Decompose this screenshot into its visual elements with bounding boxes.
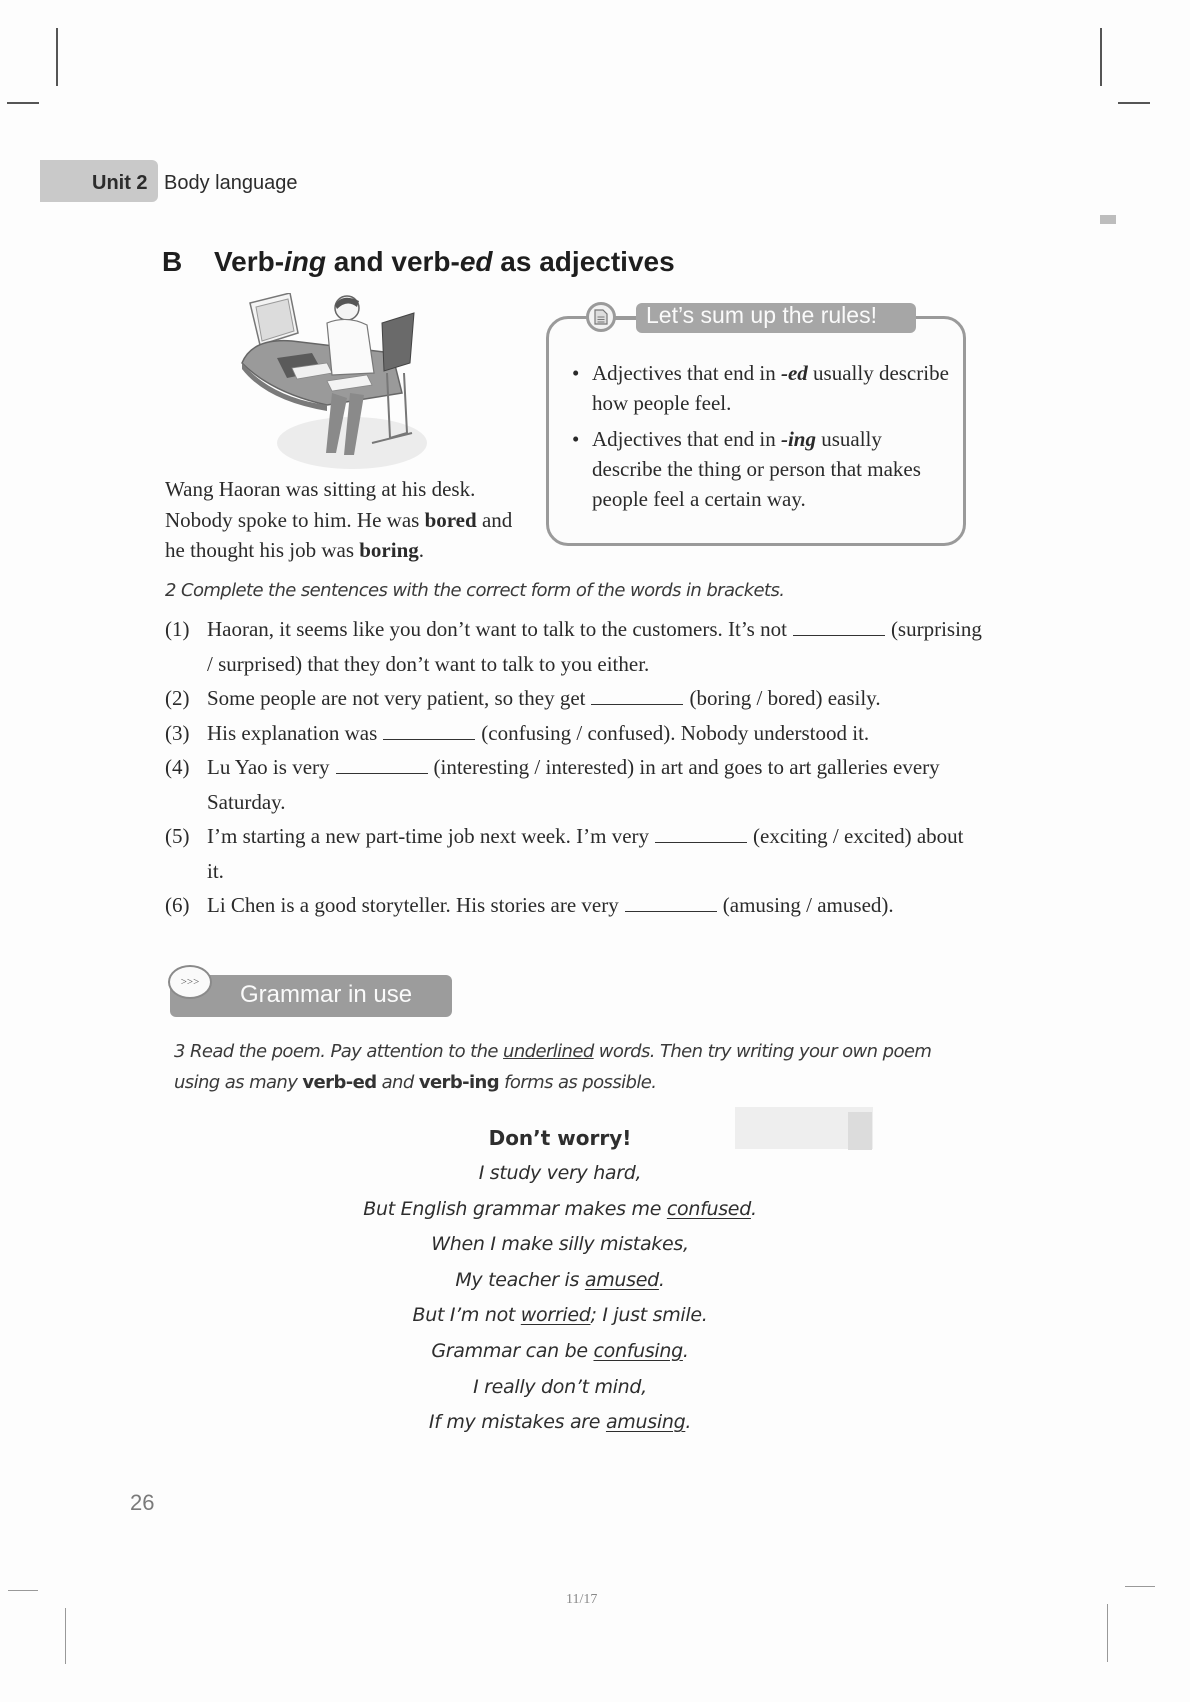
instruction-text: and bbox=[376, 1072, 419, 1093]
page-number: 26 bbox=[130, 1490, 155, 1515]
crop-mark bbox=[7, 102, 39, 104]
instruction-underlined: underlined bbox=[503, 1041, 594, 1062]
item-number: (1) bbox=[165, 617, 190, 641]
answer-blank[interactable] bbox=[383, 738, 475, 740]
rule-suffix: -ed bbox=[780, 361, 808, 385]
crop-mark bbox=[1100, 28, 1102, 86]
exercise-item bbox=[165, 750, 985, 819]
poem-line bbox=[260, 1192, 860, 1228]
answer-blank[interactable] bbox=[591, 703, 683, 705]
crop-mark bbox=[1118, 102, 1150, 104]
title-part: Verb- bbox=[214, 246, 285, 277]
poem-text: . bbox=[685, 1411, 692, 1434]
poem-text: When I make silly mistakes, bbox=[431, 1233, 689, 1256]
bullet-icon: • bbox=[572, 361, 580, 385]
rule-item bbox=[570, 424, 950, 514]
rule-text: Adjectives that end in bbox=[592, 427, 781, 451]
rule-text: Adjectives that end in bbox=[592, 361, 781, 385]
title-part-italic: ing bbox=[284, 246, 327, 277]
item-text: Li Chen is a good storyteller. His stories are very bbox=[207, 893, 619, 917]
poem-text: But I’m not bbox=[412, 1304, 521, 1327]
item-number: (3) bbox=[165, 720, 190, 745]
poem-line bbox=[260, 1370, 860, 1406]
item-text: Haoran, it seems like you don’t want to talk to the customers. It’s not bbox=[207, 617, 787, 641]
rules-connector bbox=[614, 317, 638, 320]
crop-mark bbox=[8, 1590, 38, 1591]
poem-text: . bbox=[750, 1197, 757, 1220]
poem-text: I really don’t mind, bbox=[473, 1375, 647, 1398]
exercise-item bbox=[165, 819, 985, 888]
speech-bubble-icon: >>> bbox=[168, 965, 212, 999]
poem-text: . bbox=[682, 1339, 689, 1362]
unit-label: Unit 2 bbox=[92, 172, 148, 194]
poem-line bbox=[260, 1334, 860, 1370]
item-text: His explanation was bbox=[207, 720, 378, 745]
poem-text: My teacher is bbox=[455, 1268, 585, 1291]
poem-underlined-word: worried bbox=[520, 1304, 591, 1327]
poem-underlined-word: confused bbox=[666, 1197, 751, 1220]
poem-text: . bbox=[658, 1268, 665, 1291]
item-text: I’m starting a new part-time job next week. I’m very bbox=[207, 824, 650, 848]
caption-text: and he thought his job was bbox=[165, 507, 513, 562]
poem-underlined-word: amused bbox=[584, 1268, 659, 1291]
poem-underlined-word: confusing bbox=[593, 1339, 683, 1362]
item-text: (surprising / surprised) that they don’t want to talk to you either. bbox=[207, 617, 982, 676]
poem-text: Grammar can be bbox=[431, 1339, 594, 1362]
exercise-item bbox=[165, 888, 985, 923]
item-number: (2) bbox=[165, 686, 190, 710]
crop-mark bbox=[1125, 1586, 1155, 1587]
item-text: (confusing / confused). Nobody understood it. bbox=[481, 720, 870, 745]
caption-bold-word: bored bbox=[424, 507, 477, 532]
caption-text: . bbox=[418, 538, 425, 562]
crop-mark bbox=[56, 28, 58, 86]
poem-line bbox=[260, 1263, 860, 1299]
item-number: (5) bbox=[165, 824, 190, 848]
item-text: Lu Yao is very bbox=[207, 755, 330, 779]
exercise-item bbox=[165, 681, 985, 716]
caption-text: Wang Haoran was sitting at his desk. Nobody spoke to him. He was bbox=[165, 477, 476, 532]
answer-blank[interactable] bbox=[336, 772, 428, 774]
poem bbox=[260, 1120, 860, 1441]
crop-mark bbox=[65, 1608, 66, 1664]
instruction-text: words. Then try writing your own poem using as many bbox=[174, 1041, 932, 1093]
poem-text: But English grammar makes me bbox=[363, 1197, 667, 1220]
poem-line bbox=[260, 1156, 860, 1192]
rule-text: usually describe how people feel. bbox=[592, 361, 949, 415]
section-title bbox=[214, 246, 675, 278]
pdf-page-indicator: 11/17 bbox=[566, 1592, 598, 1607]
item-text: Some people are not very patient, so they get bbox=[207, 686, 586, 710]
instruction-bold: verb-ed bbox=[302, 1072, 377, 1093]
answer-blank[interactable] bbox=[625, 910, 717, 912]
rule-item bbox=[570, 358, 950, 418]
item-text: (exciting / excited) about it. bbox=[207, 824, 964, 883]
poem-title: Don’t worry! bbox=[488, 1126, 632, 1150]
item-text: (boring / bored) easily. bbox=[689, 686, 881, 710]
poem-text: ; I just smile. bbox=[590, 1304, 708, 1327]
bullet-icon: • bbox=[572, 427, 580, 451]
item-text: (amusing / amused). bbox=[722, 893, 894, 917]
instruction-text: 3 Read the poem. Pay attention to the bbox=[174, 1041, 504, 1062]
exercise-item bbox=[165, 612, 985, 681]
instruction-text: forms as possible. bbox=[499, 1072, 657, 1093]
answer-blank[interactable] bbox=[793, 634, 885, 636]
item-number: (6) bbox=[165, 893, 190, 917]
exercise-2-instruction: 2 Complete the sentences with the correct form of the words in brackets. bbox=[165, 580, 785, 601]
instruction-bold: verb-ing bbox=[418, 1072, 500, 1093]
office-worker-illustration bbox=[232, 293, 432, 478]
document-icon bbox=[586, 302, 616, 332]
unit-title: Body language bbox=[164, 172, 298, 194]
title-part: and verb- bbox=[326, 246, 460, 277]
section-letter: B bbox=[162, 246, 183, 277]
poem-line bbox=[260, 1298, 860, 1334]
poem-line bbox=[260, 1227, 860, 1263]
poem-underlined-word: amusing bbox=[605, 1411, 686, 1434]
item-text: (interesting / interested) in art and goes to art galleries every Saturday. bbox=[207, 755, 940, 814]
poem-text: If my mistakes are bbox=[428, 1411, 606, 1434]
rule-text: usually describe the thing or person that makes people feel a certain way. bbox=[592, 427, 921, 511]
poem-text: I study very hard, bbox=[478, 1162, 642, 1184]
exercise-item bbox=[165, 716, 985, 751]
rule-suffix: -ing bbox=[780, 427, 816, 451]
exercise-3-instruction bbox=[174, 1036, 954, 1098]
exercise-2-items bbox=[165, 612, 985, 923]
illustration-caption bbox=[165, 474, 535, 566]
crop-mark bbox=[1107, 1604, 1108, 1662]
rules-title: Let’s sum up the rules! bbox=[646, 302, 877, 328]
answer-blank[interactable] bbox=[655, 841, 747, 843]
rules-list bbox=[570, 358, 950, 520]
grammar-in-use-label: Grammar in use bbox=[240, 981, 413, 1008]
scan-artifact bbox=[1100, 215, 1116, 224]
caption-bold-word: boring bbox=[359, 538, 419, 562]
poem-line bbox=[260, 1405, 860, 1441]
title-part: as adjectives bbox=[492, 246, 675, 277]
item-number: (4) bbox=[165, 755, 190, 779]
title-part-italic: ed bbox=[459, 246, 493, 277]
